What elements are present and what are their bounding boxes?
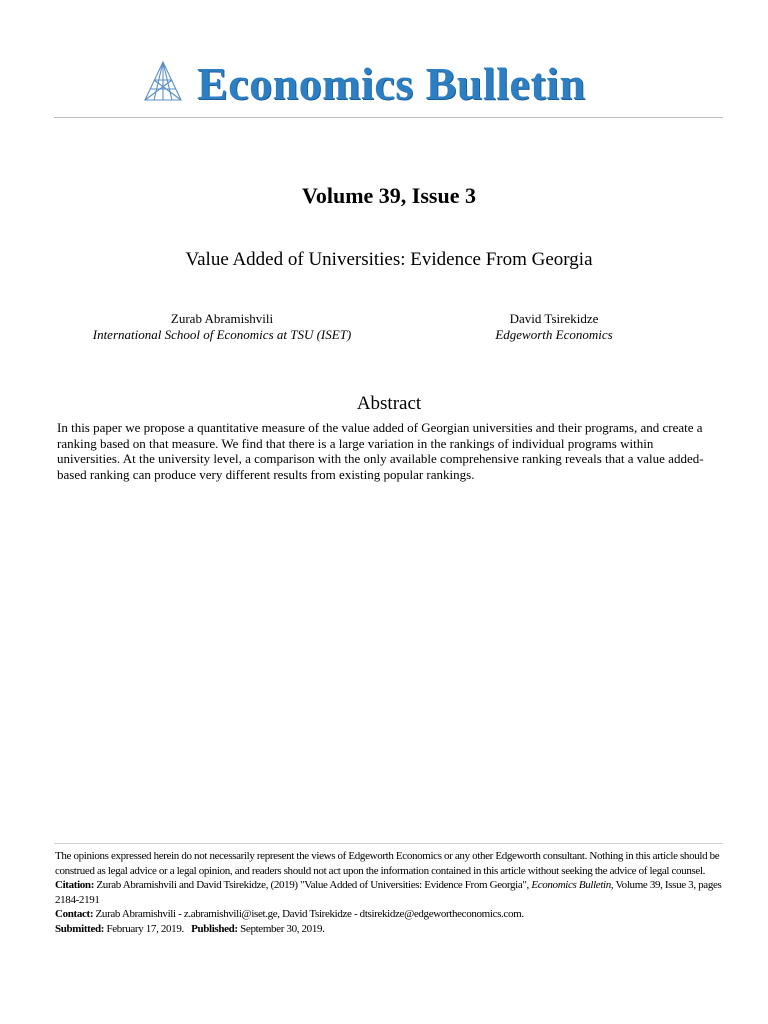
citation — [55, 878, 723, 907]
contact-text: Zurab Abramishvili - z.abramishvili@iset.ge, David Tsirekidze - dtsirekidze@edgewortheconomics.com. — [95, 908, 524, 920]
masthead — [0, 54, 768, 114]
submitted-date: February 17, 2019. — [106, 922, 184, 935]
author-name: Zurab Abramishvili — [170, 311, 274, 326]
author-affiliation: International School of Economics at TSU (ISET) — [92, 327, 352, 342]
author-block-1 — [80, 311, 364, 343]
contact — [55, 907, 723, 922]
citation-tail: , Volume 39, Issue 3, pages 2184-2191 — [55, 879, 722, 906]
journal-name: Economics Bulletin — [197, 58, 586, 109]
disclaimer: The opinions expressed herein do not necessarily represent the views of Edgeworth Economics or any other Edgeworth consultant. Nothing in this article should be construed as legal advice or a legal opinion, and readers should not act upon the information contained in this article without seeking the advice of legal counsel. — [55, 850, 720, 877]
citation-text: Zurab Abramishvili and David Tsirekidze, (2019) "Value Added of Universities: Evidence From Georgia", — [96, 879, 529, 891]
volume-issue: Volume 39, Issue 3 — [302, 183, 476, 208]
author-name: David Tsirekidze — [509, 311, 599, 326]
article-title: Value Added of Universities: Evidence From Georgia — [185, 249, 593, 270]
submitted-label: Submitted: — [55, 922, 105, 935]
triangle-lattice-logo-icon — [142, 60, 184, 102]
author-block-2 — [468, 311, 640, 343]
dates — [55, 922, 723, 937]
citation-journal: Economics Bulletin — [531, 879, 611, 891]
footer-divider — [54, 843, 723, 844]
author-affiliation: Edgeworth Economics — [495, 327, 613, 342]
citation-label: Citation: — [55, 879, 95, 891]
masthead-divider — [54, 117, 723, 118]
published-date: September 30, 2019. — [240, 922, 325, 935]
footer-notes — [55, 849, 723, 936]
published-label: Published: — [191, 922, 238, 935]
contact-label: Contact: — [55, 908, 94, 920]
abstract-heading: Abstract — [356, 393, 422, 414]
abstract-text: In this paper we propose a quantitative measure of the value added of Georgian universities and their programs, and create a ranking based on that measure. We find that there is a large variation in the rankings of individual programs within universities. At the university level, a comparison with the only available comprehensive ranking reveals that a value added-based ranking can produce very different results from existing popular rankings. — [57, 420, 704, 482]
